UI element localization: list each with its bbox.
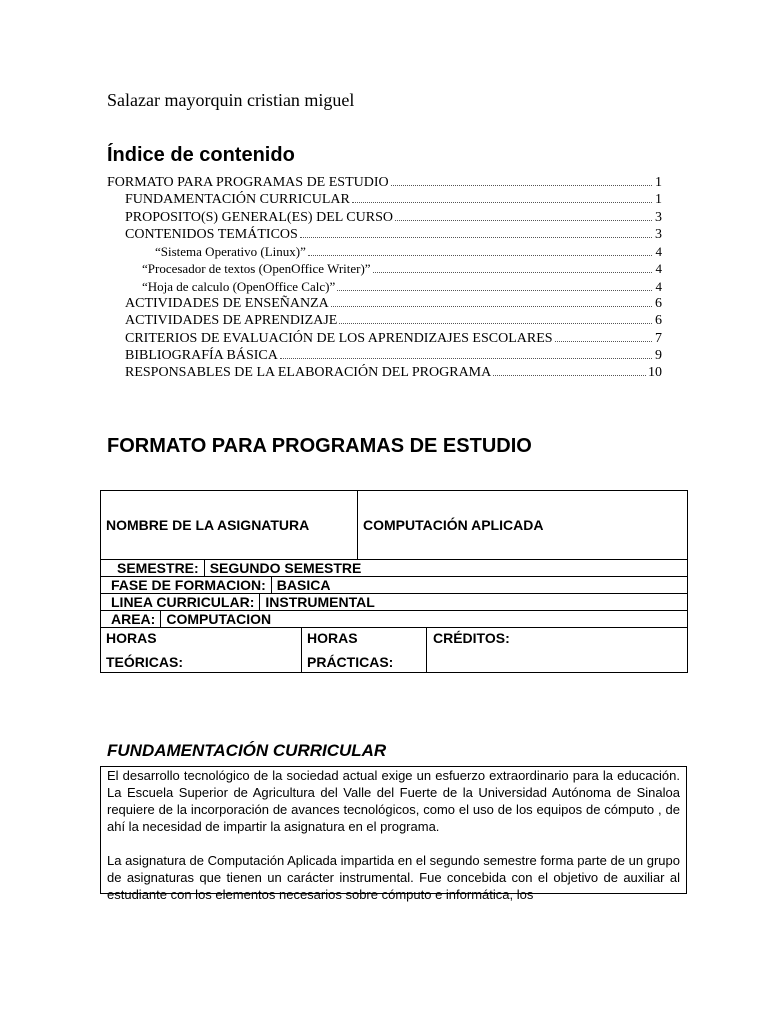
practice-hours-label-bottom: PRÁCTICAS: (307, 654, 394, 670)
toc-page-number: 6 (655, 296, 662, 312)
toc-page-number: 6 (655, 313, 662, 329)
toc-leader-dots (331, 306, 652, 307)
toc-leader-dots (373, 272, 652, 273)
toc-leader-dots (555, 341, 652, 342)
toc-entry[interactable] (107, 296, 662, 313)
table-row (101, 611, 688, 628)
fundamentacion-paragraph-1: El desarrollo tecnológico de la sociedad actual exige un esfuerzo extraordinario para la educación. La Escuela Superior de Agricultura del Valle del Fuerte de la Universidad Autónoma de Sinaloa requiere de la incorporación de avances tecnológicos, como el uso de los equipos de cómputo , de ahí la necesidad de impartir la asignatura en el programa. (107, 768, 680, 834)
toc-page-number: 3 (655, 209, 662, 225)
toc-entry-text: RESPONSABLES DE LA ELABORACIÓN DEL PROGRAMA (125, 365, 492, 381)
course-name-value: COMPUTACIÓN APLICADA (358, 491, 688, 560)
table-row (101, 594, 688, 611)
section-heading-formato: FORMATO PARA PROGRAMAS DE ESTUDIO (107, 435, 532, 457)
toc-entry[interactable] (107, 348, 662, 365)
toc-entry-text: FUNDAMENTACIÓN CURRICULAR (125, 192, 350, 208)
toc-page-number: 1 (655, 175, 662, 190)
toc-entry[interactable] (107, 192, 662, 209)
section-heading-fundamentacion: FUNDAMENTACIÓN CURRICULAR (107, 741, 387, 760)
fundamentacion-paragraph-2: La asignatura de Computación Aplicada impartida en el segundo semestre forma parte de un grupo de asignaturas que tienen un carácter instrumental. Fue concebida con el objetivo de auxiliar al estudiante con los elementos necesarios sobre cómputo e informática, los (107, 853, 680, 902)
toc-entry-text: “Hoja de calculo (OpenOffice Calc)” (142, 278, 336, 294)
table-row (101, 491, 688, 560)
area-label: AREA: (106, 611, 161, 627)
toc-page-number: 1 (655, 192, 662, 208)
semester-label: SEMESTRE: (112, 560, 205, 576)
toc-leader-dots (352, 202, 652, 203)
practice-hours-cell (302, 628, 427, 672)
toc-leader-dots (493, 375, 646, 376)
fundamentacion-text-box (100, 766, 687, 902)
author-name: Salazar mayorquin cristian miguel (107, 90, 355, 110)
toc-leader-dots (308, 255, 652, 256)
practice-hours-label-top: HORAS (307, 630, 358, 646)
area-value: COMPUTACION (166, 611, 272, 627)
toc-title: Índice de contenido (107, 144, 295, 166)
toc-leader-dots (339, 323, 652, 324)
toc-page-number: 3 (655, 226, 662, 242)
toc-entry-text: “Sistema Operativo (Linux)” (155, 244, 306, 260)
toc-entry-text: FORMATO PARA PROGRAMAS DE ESTUDIO (107, 175, 389, 190)
table-of-contents (107, 175, 662, 383)
toc-leader-dots (337, 290, 652, 291)
theory-hours-label-top: HORAS (106, 630, 157, 646)
phase-label: FASE DE FORMACION: (106, 577, 272, 593)
course-info-table (100, 490, 688, 673)
toc-page-number: 9 (655, 347, 662, 363)
toc-page-number: 7 (655, 330, 662, 346)
toc-entry[interactable] (107, 261, 662, 278)
course-name-label: NOMBRE DE LA ASIGNATURA (101, 491, 358, 560)
curricular-line-label: LINEA CURRICULAR: (106, 594, 260, 610)
toc-entry[interactable] (107, 227, 662, 244)
theory-hours-cell (101, 628, 302, 672)
table-row (101, 628, 688, 673)
curricular-line-value: INSTRUMENTAL (265, 594, 375, 610)
toc-entry-text: CONTENIDOS TEMÁTICOS (125, 226, 298, 242)
semester-value: SEGUNDO SEMESTRE (209, 560, 362, 576)
toc-page-number: 4 (655, 261, 662, 277)
toc-entry-text: ACTIVIDADES DE APRENDIZAJE (125, 313, 338, 329)
toc-leader-dots (391, 185, 652, 186)
toc-leader-dots (280, 358, 652, 359)
toc-entry[interactable] (107, 244, 662, 261)
theory-hours-label-bottom: TEÓRICAS: (106, 654, 183, 670)
toc-leader-dots (395, 220, 652, 221)
phase-value: BASICA (276, 577, 331, 593)
table-row (101, 577, 688, 594)
toc-entry[interactable] (107, 313, 662, 330)
toc-entry-text: PROPOSITO(S) GENERAL(ES) DEL CURSO (125, 209, 393, 225)
toc-entry-text: BIBLIOGRAFÍA BÁSICA (125, 347, 278, 363)
toc-page-number: 4 (655, 278, 662, 294)
toc-entry[interactable] (107, 331, 662, 348)
toc-entry[interactable] (107, 210, 662, 227)
toc-entry-text: CRITERIOS DE EVALUACIÓN DE LOS APRENDIZAJES ESCOLARES (125, 330, 553, 346)
toc-entry[interactable] (107, 175, 662, 192)
toc-entry-text: ACTIVIDADES DE ENSEÑANZA (125, 296, 329, 312)
table-row (101, 560, 688, 577)
toc-entry[interactable] (107, 365, 662, 382)
toc-leader-dots (300, 237, 652, 238)
toc-entry[interactable] (107, 279, 662, 296)
toc-entry-text: “Procesador de textos (OpenOffice Writer)” (142, 261, 371, 277)
credits-cell (427, 628, 687, 672)
credits-label: CRÉDITOS: (433, 630, 510, 646)
toc-page-number: 4 (655, 244, 662, 260)
toc-page-number: 10 (648, 365, 662, 381)
